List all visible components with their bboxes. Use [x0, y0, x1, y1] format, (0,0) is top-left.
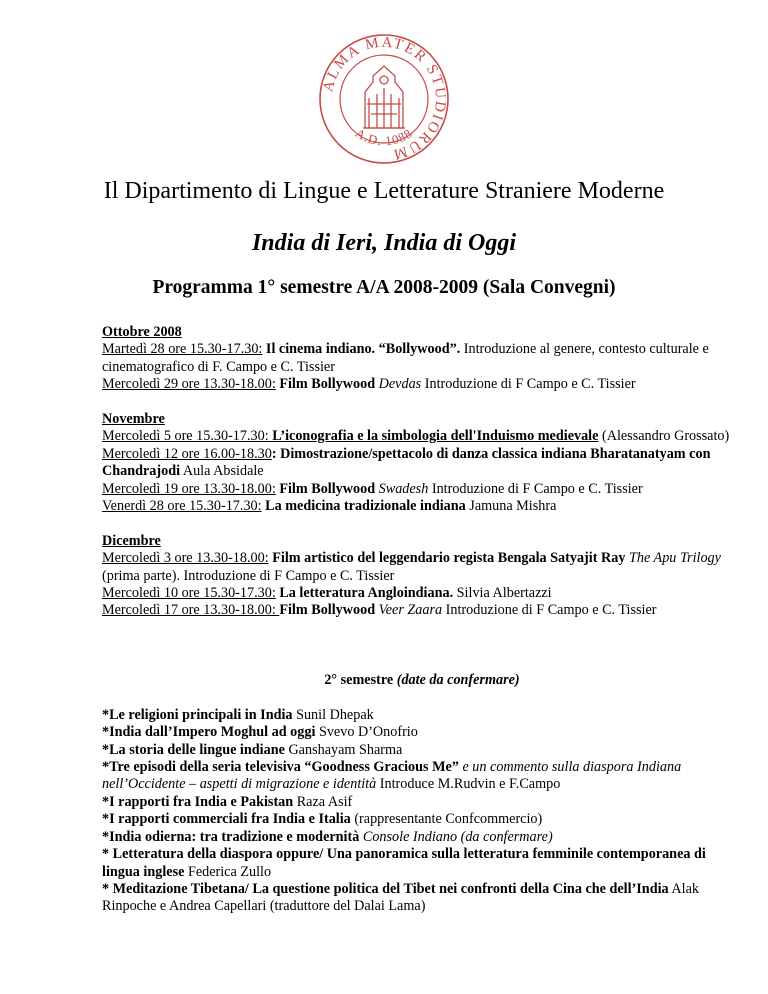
- item-speaker: Introduce M.Rudvin e F.Campo: [376, 776, 561, 793]
- semester-label: 2° semestre: [324, 672, 397, 689]
- item-title: * Letteratura della diaspora oppure/ Una panoramica sulla letteratura femminile contemporanea di lingua inglese: [102, 846, 706, 880]
- event-entry: [102, 341, 742, 376]
- list-item: [102, 742, 742, 759]
- event-date: Mercoledì 3 ore 13.30-18.00:: [102, 550, 269, 567]
- film-title: The Apu Trilogy: [625, 550, 721, 567]
- event-details: Aula Absidale: [180, 463, 264, 480]
- month-heading: Novembre: [102, 411, 165, 428]
- item-speaker: Federica Zullo: [184, 863, 272, 880]
- event-date: Mercoledì 5 ore 15.30-17.30:: [102, 428, 273, 445]
- event-title-text: Film artistico del leggendario regista Bengala Satyajit Ray: [268, 550, 626, 567]
- event-title-text: La medicina tradizionale indiana: [261, 498, 466, 515]
- event-title-text: Film Bollywood: [275, 376, 376, 393]
- event-entry: [102, 376, 742, 393]
- item-title: *I rapporti fra India e Pakistan: [102, 793, 294, 810]
- list-item: [102, 707, 742, 724]
- event-title-text: : Dimostrazione/spettacolo di danza classica indiana Bharatanatyam con Chandrajodi: [102, 445, 711, 480]
- event-date: Venerdì 28 ore 15.30-17.30:: [102, 498, 262, 515]
- item-title: * Meditazione Tibetana/ La questione politica del Tibet nei confronti della Cina che dell’India: [102, 880, 669, 897]
- item-speaker: Sunil Dhepak: [292, 706, 374, 723]
- event-details: Introduzione al genere, contesto culturale e cinematografico di F. Campo e C. Tissier: [102, 341, 709, 375]
- second-semester-list: [102, 707, 742, 916]
- list-item: [102, 794, 742, 811]
- list-item: [102, 881, 742, 916]
- seal-date: A.D. 1088: [352, 125, 416, 149]
- month-heading: Ottobre 2008: [102, 324, 182, 340]
- event-entry: [102, 498, 742, 515]
- event-date: Mercoledì 10 ore 15.30-17.30:: [102, 585, 276, 602]
- item-title: *India odierna: tra tradizione e modernità: [102, 828, 360, 845]
- item-title: *Tre episodi della seria televisiva “Goodness Gracious Me”: [102, 759, 459, 776]
- university-seal-logo: [317, 32, 451, 166]
- programme-heading: Programma 1° semestre A/A 2008-2009 (Sala Convegni): [152, 277, 616, 298]
- item-title: *I rapporti commerciali fra India e Italia: [102, 811, 351, 828]
- event-details: (Alessandro Grossato): [598, 428, 730, 445]
- list-item: [102, 829, 742, 846]
- department-heading: Il Dipartimento di Lingue e Letterature Straniere Moderne: [103, 178, 665, 204]
- programme-content: [102, 324, 742, 916]
- event-details: Introduzione di F Campo e C. Tissier: [442, 602, 657, 619]
- month-heading: Dicembre: [102, 532, 161, 549]
- film-title: Devdas: [375, 376, 422, 393]
- event-title: India di Ieri, India di Oggi: [251, 230, 517, 256]
- event-title-text: Il cinema indiano. “Bollywood”.: [262, 341, 461, 358]
- item-note: Console Indiano (da confermare): [359, 828, 553, 845]
- item-note: e un commento sulla diaspora Indiana nell’Occidente – aspetti di migrazione e identità: [102, 759, 682, 793]
- film-title: Swadesh: [375, 480, 429, 497]
- item-title: *India dall’Impero Moghul ad oggi: [102, 724, 316, 741]
- list-item: [102, 811, 742, 828]
- item-speaker: Raza Asif: [293, 793, 353, 810]
- event-details: Introduzione di F Campo e C. Tissier: [428, 480, 643, 497]
- item-speaker: Alak Rinpoche e Andrea Capellari (traduttore del Dalai Lama): [102, 880, 699, 915]
- event-entry: [102, 446, 742, 481]
- list-item: [102, 724, 742, 741]
- event-entry: [102, 585, 742, 602]
- item-speaker: Ganshayam Sharma: [284, 741, 403, 758]
- item-title: *Le religioni principali in India: [102, 706, 293, 723]
- event-date: Mercoledì 12 ore 16.00-18.30: [102, 445, 272, 462]
- list-item: [102, 759, 742, 794]
- seal-text: ALMA MATER STUDIORUM: [320, 34, 449, 163]
- item-title: *La storia delle lingue indiane: [102, 741, 285, 758]
- event-title-text: L’iconografia e la simbologia dell'Induismo medievale: [272, 428, 599, 445]
- event-title-text: La letteratura Angloindiana.: [275, 585, 454, 602]
- item-speaker: (rappresentante Confcommercio): [350, 811, 543, 828]
- event-date: Mercoledì 17 ore 13.30-18.00:: [102, 602, 280, 619]
- semester-note: (date da confermare): [396, 672, 520, 689]
- event-details: Jamuna Mishra: [465, 498, 557, 515]
- event-details: Silvia Albertazzi: [453, 585, 552, 602]
- event-details: (prima parte). Introduzione di F Campo e C. Tissier: [102, 567, 395, 584]
- event-entry: [102, 550, 742, 585]
- second-semester-heading: [102, 672, 742, 689]
- film-title: Veer Zaara: [375, 602, 443, 619]
- event-entry: [102, 481, 742, 498]
- event-details: Introduzione di F Campo e C. Tissier: [421, 376, 636, 393]
- list-item: [102, 846, 742, 881]
- event-title-text: Film Bollywood: [275, 480, 376, 497]
- event-entry: [102, 428, 742, 445]
- event-date: Mercoledì 19 ore 13.30-18.00:: [102, 480, 276, 497]
- event-title-text: Film Bollywood: [279, 602, 376, 619]
- event-date: Martedì 28 ore 15.30-17.30:: [102, 341, 263, 358]
- event-date: Mercoledì 29 ore 13.30-18.00:: [102, 376, 276, 393]
- item-speaker: Svevo D’Onofrio: [315, 724, 418, 741]
- event-entry: [102, 602, 742, 619]
